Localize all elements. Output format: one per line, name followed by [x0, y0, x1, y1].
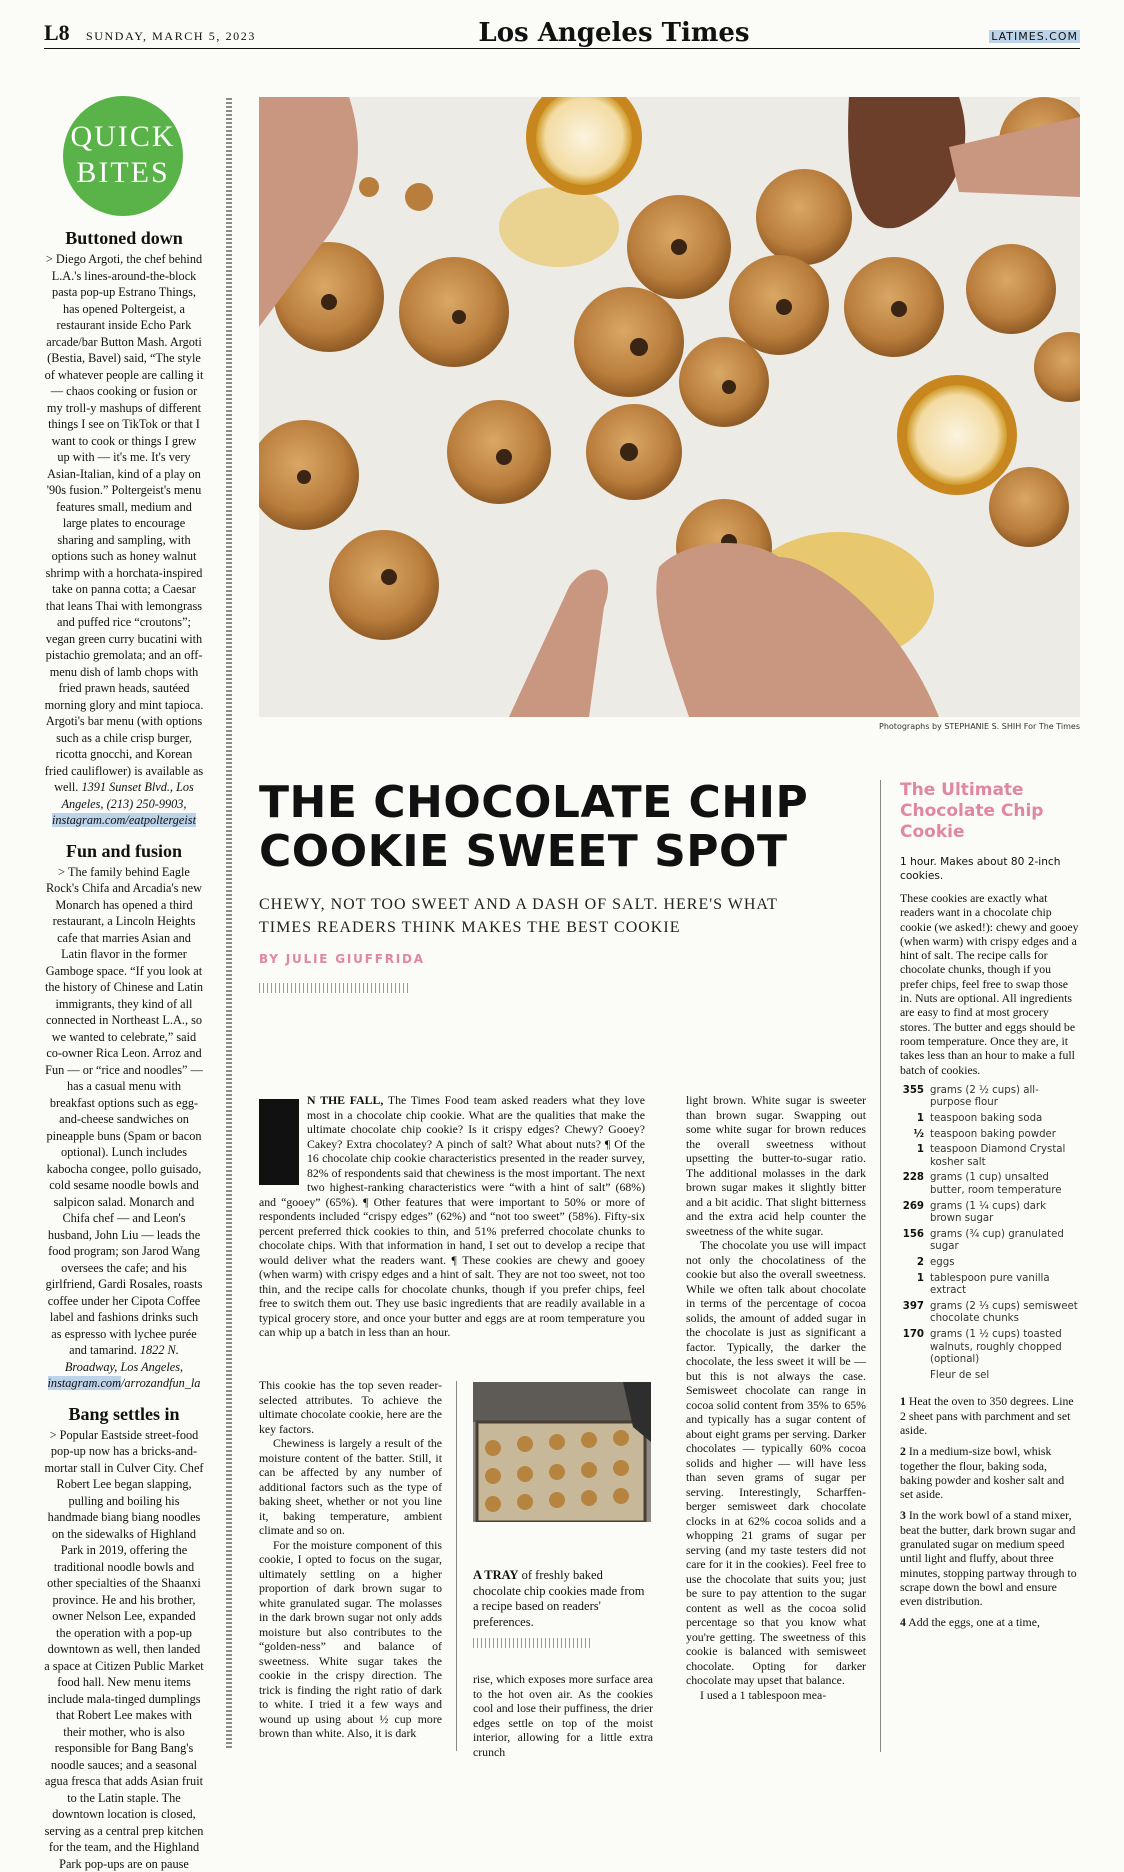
ingredient-row [900, 1085, 1080, 1110]
brief-text: > The family behind Eagle Rock's Chifa and Arcadia's new Monarch has opened a third restaurant, a Lincoln Heights cafe that marries Asian and Latin flavor in the former Gamboge space. “If you look at the history of Chinese and Latin immigrants, they kind of all connected in Northeast L.A., so we wanted to celebrate,” said co-owner Rica Leon. Arroz and Fun — or “rice and noodles” — has a casual menu with breakfast options such as egg-and-cheese sandwiches on pineapple buns (Spam or bacon optional). Lunch includes kabocha congee, pollo guisado, cold sesame noodle bowls and salpicon salad. Monarch and Chifa chef — and Leon's husband, John Liu — leads the food program; son Jarod Wang oversees the cafe; and his girlfriend, Gardi Rosales, roasts coffee under her Cipota Coffee label and fashions drinks such as espresso with lychee purée and tamarind. [45, 865, 203, 1358]
ingredient-row [900, 1257, 1080, 1270]
ingredient-qty: 269 [900, 1201, 924, 1226]
brief-address: 1391 Sunset Blvd., Los Angeles, (213) 250-9903, [62, 780, 194, 811]
ingredient-row [900, 1172, 1080, 1197]
brief-title: Fun and fusion [44, 841, 204, 862]
caption-text: of freshly baked chocolate chip cookies made from a recipe based on readers' preferences. [473, 1568, 644, 1629]
brief-body [44, 251, 204, 829]
brief-title: Buttoned down [44, 228, 204, 249]
ingredient-text: grams (¾ cup) granulated sugar [930, 1229, 1080, 1254]
cookies-photo [259, 97, 1080, 717]
ingredient-qty: ½ [900, 1129, 924, 1142]
caption-lead: A TRAY [473, 1568, 519, 1582]
brief-body [44, 864, 204, 1392]
brief-address: 1822 N. Broadway, Los Angeles, [65, 1343, 183, 1374]
ingredient-row [900, 1129, 1080, 1142]
ingredient-row [900, 1113, 1080, 1126]
ingredient-row [900, 1229, 1080, 1254]
ingredient-row [900, 1370, 1080, 1383]
step-text: In a medium-size bowl, whisk together the flour, baking soda, baking powder and kosher salt and set aside. [900, 1444, 1064, 1501]
brief-text: > Diego Argoti, the chef behind L.A.'s lines-around-the-block pasta pop-up Estrano Things, has opened Poltergeist, a restaurant inside Echo Park arcade/bar Button Mash. Argoti (Bestia, Bavel) said, “The style of whatever people are calling it — chaos cooking or fusion or my troll-y mashups of different things I see on TikTok or that I want to cook or things I grew up with — it's me. It's very Asian-Italian, kind of a play on '90s fusion.” Poltergeist's menu features small, medium and large plates to encourage sharing and sampling, with options such as honey walnut shrimp with a horchata-inspired take on panna cotta; a Caesar that leans Thai with lemongrass and puffed rice “croutons”; vegan green curry bucatini with pistachio gremolata; and an off-menu dish of lamb chops with fried prawn heads, sautéed morning glory and mint tapioca. Argoti's bar menu (with options such as a chile crisp burger, ricotta gnocchi, and Korean fried cauliflower) is available as well. [45, 252, 204, 794]
article-column-3 [686, 1093, 866, 1702]
recipe-rule [880, 780, 881, 1752]
ingredient-qty: 1 [900, 1113, 924, 1126]
ingredient-text: grams (1 cup) unsalted butter, room temperature [930, 1172, 1080, 1197]
step-number: 2 [900, 1444, 906, 1458]
recipe-title: The Ultimate Chocolate Chip Cookie [900, 780, 1080, 843]
ingredient-qty: 156 [900, 1229, 924, 1254]
article-column-2b [473, 1672, 653, 1759]
brief-buttoned-down [44, 228, 204, 829]
recipe-step [900, 1615, 1080, 1629]
badge-line-1: QUICK [63, 119, 183, 155]
ingredient-text: grams (1 ¼ cups) dark brown sugar [930, 1201, 1080, 1226]
credit-name: STEPHANIE S. SHIH [944, 722, 1021, 731]
paragraph: light brown. White sugar is sweeter than brown sugar. Swapping out some white sugar for brown reduces the overall sweetness without upsetting the butter-to-sugar ratio. The additional molasses in the dark brown sugar makes it slightly bitter and a bit acidic. That slight bitterness and the extra acid help counter the sweetness of the white sugar. [686, 1093, 866, 1238]
glass-shadow [499, 187, 619, 267]
credit-suffix: For The Times [1024, 722, 1080, 731]
byline: BY JULIE GIUFFRIDA [259, 952, 425, 966]
cookie-tray-photo [473, 1382, 651, 1522]
ingredient-row [900, 1301, 1080, 1326]
drop-cap [259, 1099, 299, 1185]
ingredient-text: grams (1 ½ cups) toasted walnuts, roughly chopped (optional) [930, 1329, 1080, 1367]
masthead: Los Angeles Times [464, 18, 764, 48]
ingredient-text: eggs [930, 1257, 955, 1270]
quick-bites-column [44, 96, 204, 1872]
step-text: Heat the oven to 350 degrees. Line 2 sheet pans with parchment and set aside. [900, 1394, 1074, 1437]
step-text: Add the eggs, one at a time, [908, 1615, 1040, 1629]
brief-body: > Popular Eastside street-food pop-up now has a bricks-and-mortar stall in Culver City. Chef Robert Lee began slapping, pulling and boiling his handmade biang biang noodles on the sidewalks of Highland Park in 2019, offering the traditional noodle bowls and other specialties of the Shaanxi province. He and his brother, owner Nelson Lee, expanded the operation with a pop-up downtown as well, then landed a space at Citizen Public Market food hall. New menu items include mala-tinged dumplings that Robert Lee makes with their mother, who is also responsible for Bang Bang's noodle sauces; and a seasonal agua fresca that adds Asian fruit to the Latin staple. The downtown location is closed, serving as a central prep kitchen for the team, and the Highland Park pop-ups are on pause [44, 1427, 204, 1872]
ingredient-text: teaspoon baking powder [930, 1129, 1056, 1142]
step-number: 4 [900, 1615, 906, 1629]
ingredient-qty: 2 [900, 1257, 924, 1270]
ingredient-row [900, 1144, 1080, 1169]
ingredient-text: tablespoon pure vanilla extract [930, 1273, 1080, 1298]
recipe-box [900, 780, 1080, 1637]
recipe-step [900, 1444, 1080, 1501]
ingredient-qty: 355 [900, 1085, 924, 1110]
issue-date: SUNDAY, MARCH 5, 2023 [86, 29, 256, 44]
site-link[interactable]: LATIMES.COM [989, 30, 1080, 43]
byline-rule [259, 983, 409, 993]
ingredient-row [900, 1201, 1080, 1226]
recipe-intro: These cookies are exactly what readers want in a chocolate chip cookie (we asked!): chewy and gooey (when warm) with crispy edges and a hint of salt. The recipe calls for chocolate chunks, though if you prefer chips, feel free to swap those in. Nuts are optional. All ingredients are easy to find at most grocery stores. The butter and eggs should be room temperature. Once they are, it takes less than an hour to make a full batch of cookies. [900, 891, 1080, 1077]
ingredient-text: teaspoon baking soda [930, 1113, 1042, 1126]
recipe-step [900, 1394, 1080, 1437]
ingredient-qty: 1 [900, 1144, 924, 1169]
step-text: In the work bowl of a stand mixer, beat the butter, dark brown sugar and granulated sugar on medium speed until light and fluffy, about three minutes, stopping partway through to scrape down the bowl and ensure even distribution. [900, 1508, 1077, 1608]
paragraph: rise, which exposes more surface area to the hot oven air. As the cookies cool and lose their puffiness, the drier edges settle on top of the moist interior, allowing for a little extra crunch [473, 1672, 653, 1759]
ingredient-text: teaspoon Diamond Crystal kosher salt [930, 1144, 1080, 1169]
page-number: L8 [44, 20, 70, 46]
article-column-2 [259, 1378, 442, 1741]
recipe-step [900, 1508, 1080, 1608]
ingredient-qty: 1 [900, 1273, 924, 1298]
caption-rule [473, 1638, 593, 1648]
article-headline: THE CHOCOLATE CHIP COOKIE SWEET SPOT [259, 778, 819, 876]
milk-glass [897, 375, 1017, 495]
photo-credit [259, 722, 1080, 731]
recipe-meta: 1 hour. Makes about 80 2-inch cookies. [900, 855, 1080, 883]
ingredient-text: grams (2 ⅓ cups) semisweet chocolate chunks [930, 1301, 1080, 1326]
credit-prefix: Photographs by [879, 722, 942, 731]
paragraph: The chocolate you use will impact not only the chocolatiness of the cookie but also the overall sweetness. While we often talk about chocolate in terms of the percentage of cocoa solids, the amount of added sugar in the chocolate is just as significant a factor. Typically, the darker the chocolate, the less sweet it will be — but this is not always the case. Semisweet chocolate can range in cocoa solid content from 35% to 65% and typically has a sugar content of about eight grams per serving. Darker chocolates — typically 60% cocoa solids and higher — will have less than seven grams of sugar per serving. Interestingly, Scharffen-berger semisweet dark chocolate clocks in at 62% cocoa solids and a whopping 21 grams of sugar per serving (and my taste testers did not care for it in the cookies). Feel free to use the chocolate that suits you; just be sure to pay attention to the sugar content as well as the cocoa solid percentage so that you know what you're getting. The sweetness of this cookie is balanced with semisweet chocolate. Opting for darker chocolate may upset that balance. [686, 1238, 866, 1688]
ingredient-list [900, 1085, 1080, 1382]
lede-caps: N THE FALL, [307, 1093, 383, 1107]
column-rule [456, 1381, 457, 1751]
ingredient-row [900, 1329, 1080, 1367]
lede-text [259, 1093, 645, 1340]
ingredient-row [900, 1273, 1080, 1298]
lede-body: The Times Food team asked readers what they love most in a chocolate chip cookie. What are the qualities that make the ultimate chocolate chip cookie? Is it crispy edges? Chewy? Gooey? Cakey? Extra chocolatey? A pinch of salt? What about nuts? ¶ Of the 16 chocolate chip cookie characteristics presented in the reader survey, 82% of respondents said that chewiness is the most important. The next two highest-ranking characteristics were “with a hint of salt” (68%) and “gooey” (65%). ¶ Other features that were important to 50% or more of respondents included “crispy edges” (62%) and “not too sweet” (58%). Fifty-six percent preferred thick cookies to thin, and 51% preferred chocolate chunks to chocolate chips. With that information in hand, I set out to develop a recipe that would deliver what the readers want. ¶ These cookies are chewy and gooey (when warm) with crispy edges and a hint of salt. They are not too sweet, not too thin, and the recipe calls for chocolate chunks, though if you prefer chips, feel free to switch them out. They use basic ingredients that are readily available in a typical grocery store, and once your butter and eggs are at room temperature you can whip up a batch in less than an hour. [259, 1093, 645, 1339]
paragraph: This cookie has the top seven reader-selected attributes. To achieve the ultimate chocolate cookie, here are the key factors. [259, 1378, 442, 1436]
ingredient-text: Fleur de sel [930, 1370, 989, 1383]
ingredient-qty: 397 [900, 1301, 924, 1326]
step-number: 1 [900, 1394, 906, 1408]
page-header [44, 20, 1080, 49]
brief-link-tail: /arrozandfun_la [121, 1376, 201, 1390]
paragraph: I used a 1 tablespoon mea- [686, 1688, 866, 1703]
brief-link[interactable]: instagram.com/eatpoltergeist [52, 813, 196, 827]
ingredient-qty: 228 [900, 1172, 924, 1197]
column-divider [226, 98, 232, 1748]
quick-bites-badge [63, 96, 183, 216]
step-number: 3 [900, 1508, 906, 1522]
brief-title: Bang settles in [44, 1404, 204, 1425]
paragraph: Chewiness is largely a result of the moisture content of the batter. Still, it can be affected by any number of additional factors such as the type of baking sheet, whether or not you line it, baking temperature, ambient climate and so on. [259, 1436, 442, 1538]
badge-line-2: BITES [63, 155, 183, 191]
ingredient-qty: 170 [900, 1329, 924, 1367]
brief-link[interactable]: instagram.com [48, 1376, 121, 1390]
brief-fun-and-fusion [44, 841, 204, 1392]
article-deck: CHEWY, NOT TOO SWEET AND A DASH OF SALT. HERE'S WHAT TIMES READERS THINK MAKES THE BEST COOKIE [259, 893, 779, 939]
brief-bang-settles-in [44, 1404, 204, 1872]
photo-caption [473, 1568, 653, 1630]
step-list [900, 1394, 1080, 1629]
ingredient-qty [900, 1370, 924, 1383]
paragraph: For the moisture component of this cookie, I opted to focus on the sugar, ultimately settling on a higher proportion of dark brown sugar to white granulated sugar. The molasses in the dark brown sugar not only adds moisture but also contributes to the “golden-ness” and balance of sweetness. White sugar takes the cookie in the crispy direction. The trick is finding the right ratio of dark to white. I tried it a few ways and wound up using about ½ cup more brown than white. Also, it is dark [259, 1538, 442, 1741]
ingredient-text: grams (2 ½ cups) all-purpose flour [930, 1085, 1080, 1110]
article-lede [259, 1093, 645, 1340]
